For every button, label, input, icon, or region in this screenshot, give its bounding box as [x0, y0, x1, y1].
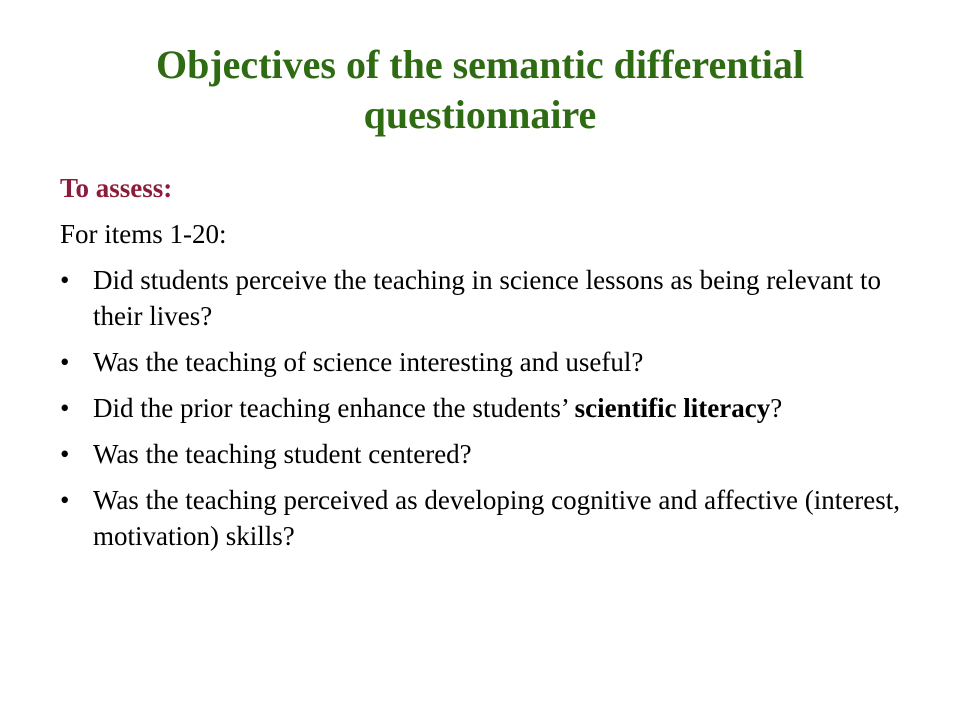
objective-item-5	[60, 482, 900, 554]
objective-text-emphasis: scientific literacy	[574, 393, 771, 423]
bullet-icon: •	[60, 265, 70, 295]
bullet-icon: •	[60, 393, 70, 423]
slide-title	[60, 40, 900, 140]
bullet-icon: •	[60, 439, 70, 469]
bullet-icon: •	[60, 347, 70, 377]
objectives-list	[60, 262, 900, 554]
objective-text: Was the teaching of science interesting and useful?	[93, 347, 644, 377]
intro-text: For items 1-20:	[60, 219, 227, 249]
lead-heading: To assess:	[60, 173, 173, 203]
slide-title-line-1: Objectives of the semantic differential	[156, 42, 804, 87]
objective-text: Was the teaching perceived as developing cognitive and affective (interest, motivation) skills?	[93, 485, 900, 551]
bullet-icon: •	[60, 485, 70, 515]
objective-item-4	[60, 436, 900, 472]
slide-body	[60, 170, 900, 564]
slide-title-line-2: questionnaire	[363, 92, 597, 137]
objective-text: Did students perceive the teaching in science lessons as being relevant to their lives?	[93, 265, 881, 331]
objective-item-2	[60, 344, 900, 380]
objective-item-1	[60, 262, 900, 334]
objective-text-before: Did the prior teaching enhance the students’	[93, 393, 575, 423]
objective-text-after: ?	[770, 393, 783, 423]
objective-text: Was the teaching student centered?	[93, 439, 472, 469]
objective-item-3	[60, 390, 900, 426]
